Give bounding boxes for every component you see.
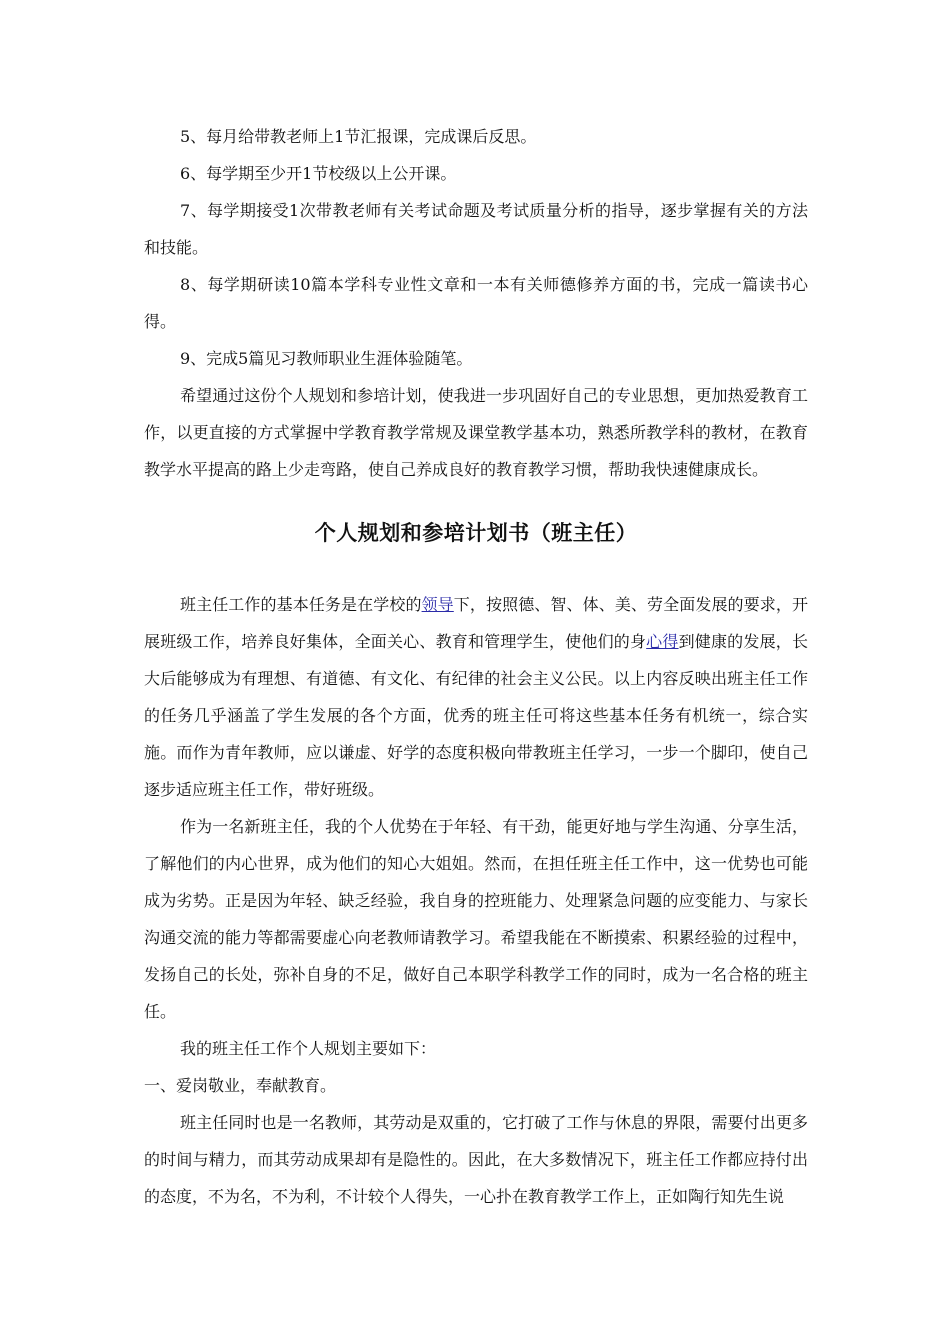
list-item-9: 9、完成5篇见习教师职业生涯体验随笔。: [180, 349, 473, 368]
link-leadership[interactable]: 领导: [421, 595, 454, 614]
paragraph-plan-intro: 我的班主任工作个人规划主要如下：: [180, 1039, 437, 1058]
closing-paragraph: 希望通过这份个人规划和参培计划，使我进一步巩固好自己的专业思想，更加热爱教育工作，以更直接的方式掌握中学教育教学常规及课堂教学基本功，熟悉所教学科的教材，在教育教学水平提高的路上少走弯路，使自己养成良好的教育教学习惯，帮助我快速健康成长。: [144, 386, 808, 479]
list-item-5: 5、每月给带教老师上1节汇报课，完成课后反思。: [180, 127, 537, 146]
paragraph-strengths: 作为一名新班主任，我的个人优势在于年轻、有干劲，能更好地与学生沟通、分享生活，了解他们的内心世界，成为他们的知心大姐姐。然而，在担任班主任工作中，这一优势也可能成为劣势。正是因为年轻、缺乏经验，我自身的控班能力、处理紧急问题的应变能力、与家长沟通交流的能力等都需要虚心向老教师请教学习。希望我能在不断摸索、积累经验的过程中，发扬自己的长处，弥补自身的不足，做好自己本职学科教学工作的同时，成为一名合格的班主任。: [144, 817, 808, 1021]
para1-text-b: 下，按照德、智、体、美、劳全面发展的要求，开展班级工作，培养良好集体，全面关心、教育和管理学生，使他们的身: [144, 595, 808, 651]
section-title: 个人规划和参培计划书（班主任）: [314, 520, 638, 545]
heading-section-one: 一、爱岗敬业，奉献教育。: [144, 1076, 337, 1095]
list-item-8: 8、每学期研读10篇本学科专业性文章和一本有关师德修养方面的书，完成一篇读书心得。: [144, 275, 808, 331]
paragraph-duties: [144, 586, 808, 808]
list-item-6: 6、每学期至少开1节校级以上公开课。: [180, 164, 457, 183]
para1-text-a: 班主任工作的基本任务是在学校的: [180, 595, 422, 614]
para1-text-c: 到健康的发展，长大后能够成为有理想、有道德、有文化、有纪律的社会主义公民。以上内容反映出班主任工作的任务几乎涵盖了学生发展的各个方面，优秀的班主任可将这些基本任务有机统一，综合实施。而作为青年教师，应以谦虚、好学的态度积极向带教班主任学习，一步一个脚印，使自己逐步适应班主任工作，带好班级。: [144, 632, 808, 799]
document-body: [144, 118, 808, 1215]
list-item-7: 7、每学期接受1次带教老师有关考试命题及考试质量分析的指导，逐步掌握有关的方法和技能。: [144, 201, 808, 257]
link-xinde[interactable]: 心得: [646, 632, 679, 651]
paragraph-dedication: 班主任同时也是一名教师，其劳动是双重的，它打破了工作与休息的界限，需要付出更多的时间与精力，而其劳动成果却有是隐性的。因此，在大多数情况下，班主任工作都应持付出的态度，不为名，不为利，不计较个人得失，一心扑在教育教学工作上，正如陶行知先生说: [144, 1113, 808, 1206]
